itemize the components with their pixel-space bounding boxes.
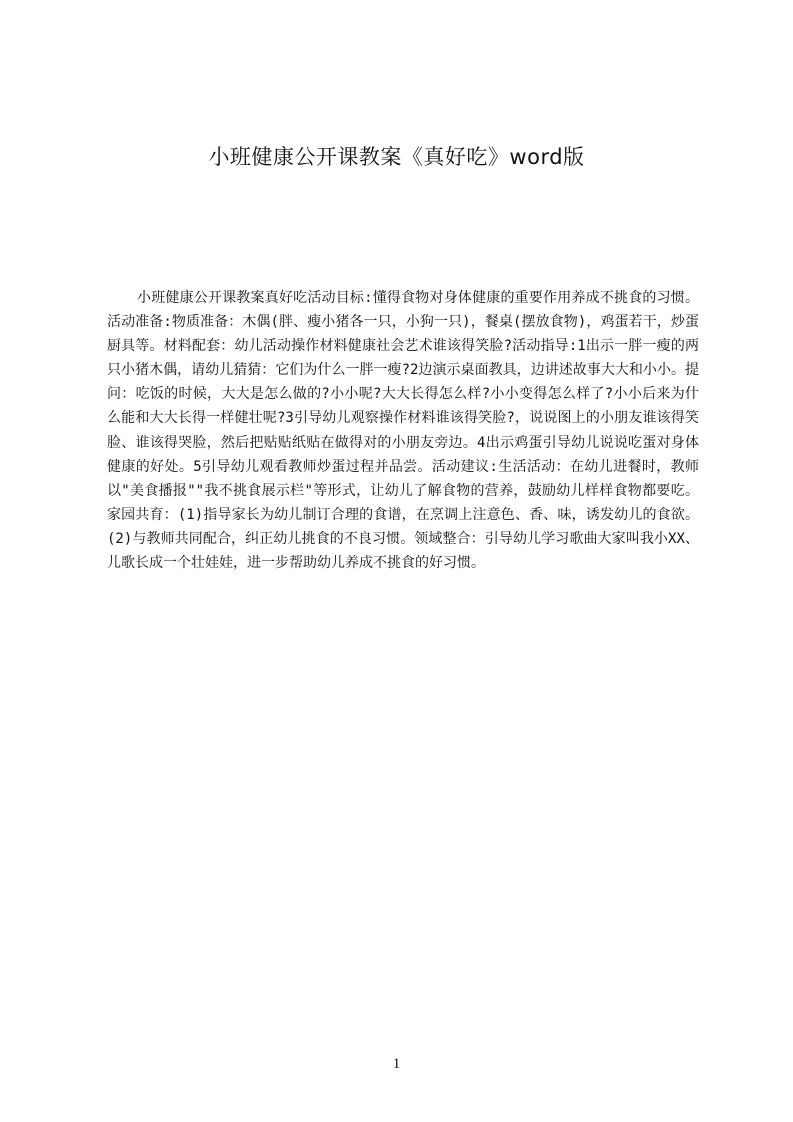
document-title: 小班健康公开课教案《真好吃》word版 [208,145,585,169]
page-number: 1 [392,1056,401,1072]
document-body-paragraph: 小班健康公开课教案真好吃活动目标:懂得食物对身体健康的重要作用养成不挑食的习惯。活动准备:物质准备：木偶(胖、瘦小猪各一只，小狗一只)，餐桌(摆放食物)，鸡蛋若干，炒蛋厨具等。材料配套：幼儿活动操作材料健康社会艺术谁该得笑脸?活动指导:1出示一胖一瘦的两只小猪木偶，请幼儿猜猜：它们为什么一胖一瘦?2边演示桌面教具，边讲述故事大大和小小。提问：吃饭的时候，大大是怎么做的?小小呢?大大长得怎么样?小小变得怎么样了?小小后来为什么能和大大长得一样健壮呢?3引导幼儿观察操作材料谁该得笑脸?，说说图上的小朋友谁该得笑脸、谁该得哭脸，然后把贴贴纸贴在做得对的小朋友旁边。4出示鸡蛋引导幼儿说说吃蛋对身体健康的好处。5引导幼儿观看教师炒蛋过程并品尝。活动建议:生活活动：在幼儿进餐时，教师以"美食播报""我不挑食展示栏"等形式，让幼儿了解食物的营养，鼓励幼儿样样食物都要吃。家园共育：(1)指导家长为幼儿制订合理的食谱，在烹调上注意色、香、味，诱发幼儿的食欲。(2)与教师共同配合，纠正幼儿挑食的不良习惯。领域整合：引导幼儿学习歌曲大家叫我小XX、儿歌长成一个壮娃娃，进一步帮助幼儿养成不挑食的好习惯。 [107,290,699,572]
